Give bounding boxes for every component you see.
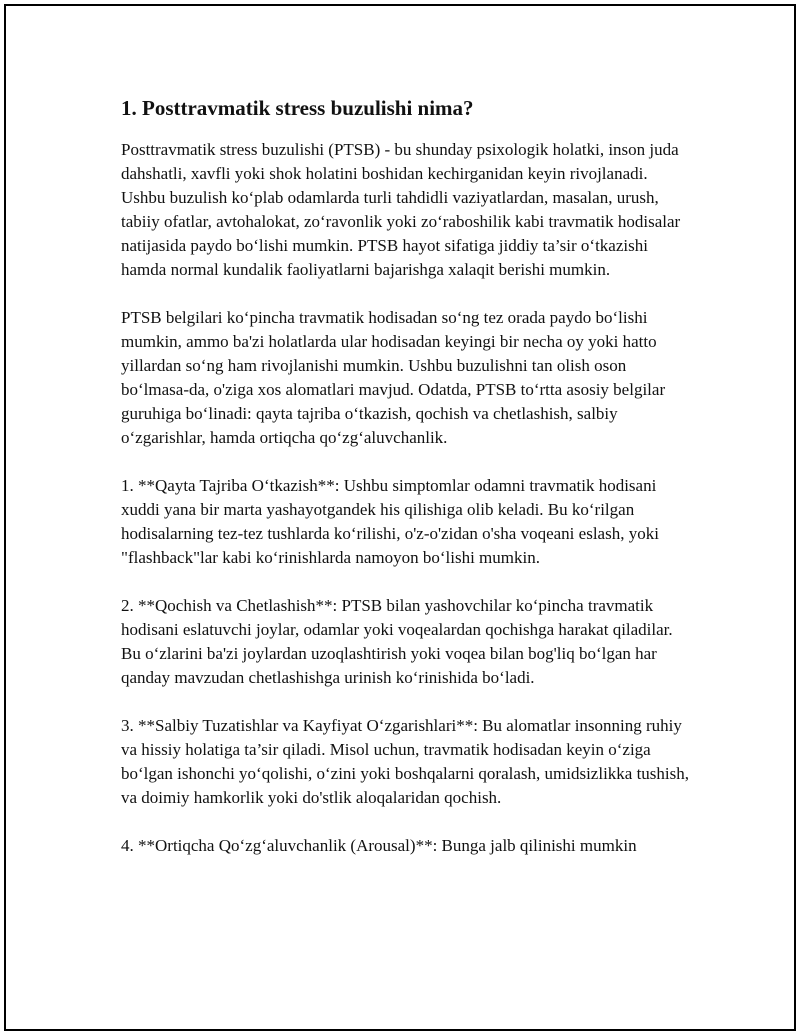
document-page — [4, 4, 796, 1031]
paragraph-intro: Posttravmatik stress buzulishi (PTSB) - bu shunday psixologik holatki, inson juda dahshatli, xavfli yoki shok holatini boshidan kechirganidan keyin rivojlanadi. Ushbu buzulish ko‘plab odamlarda turli tahdidli vaziyatlardan, masalan, urush, tabiiy ofatlar, avtohalokat, zo‘ravonlik yoki zo‘raboshilik kabi travmatik hodisalar natijasida paydo bo‘lishi mumkin. PTSB hayot sifatiga jiddiy ta’sir o‘tkazishi hamda normal kundalik faoliyatlarni bajarishga xalaqit berishi mumkin. — [121, 140, 681, 279]
section-heading: 1. Posttravmatik stress buzulishi nima? — [121, 96, 474, 120]
paragraph-item-1: 1. **Qayta Tajriba O‘tkazish**: Ushbu simptomlar odamni travmatik hodisani xuddi yana bir marta yashayotgandek his qilishiga olib keladi. Bu ko‘rilgan hodisalarning tez-tez tushlarda ko‘rilishi, o'z-o'zidan o'sha voqeani eslash, yoki "flashback"lar kabi ko‘rinishlarda namoyon bo‘lishi mumkin. — [121, 476, 659, 567]
paragraph-symptoms: PTSB belgilari ko‘pincha travmatik hodisadan so‘ng tez orada paydo bo‘lishi mumkin, ammo ba'zi holatlarda ular hodisadan keyingi bir necha oy yoki hatto yillardan so‘ng ham rivojlanishi mumkin. Ushbu buzulishni tan olish oson bo‘lmasa-da, o'ziga xos alomatlari mavjud. Odatda, PTSB to‘rtta asosiy belgilar guruhiga bo‘linadi: qayta tajriba o‘tkazish, qochish va chetlashish, salbiy o‘zgarishlar, hamda ortiqcha qo‘zg‘aluvchanlik. — [121, 308, 666, 447]
paragraph-item-2: 2. **Qochish va Chetlashish**: PTSB bilan yashovchilar ko‘pincha travmatik hodisani eslatuvchi joylar, odamlar yoki voqealardan qochishga harakat qiladilar. Bu o‘zlarini ba'zi joylardan uzoqlashtirish yoki voqea bilan bog'liq bo‘lgan har qanday mavzudan chetlashishga urinish ko‘rinishida bo‘ladi. — [121, 596, 673, 687]
paragraph-item-3: 3. **Salbiy Tuzatishlar va Kayfiyat O‘zgarishlari**: Bu alomatlar insonning ruhiy va hissiy holatiga ta’sir qiladi. Misol uchun, travmatik hodisadan keyin o‘ziga bo‘lgan ishonchi yo‘qolishi, o‘zini yoki boshqalarni qoralash, umidsizlikka tushish, va doimiy hamkorlik yoki do'stlik aloqalaridan qochish. — [121, 716, 690, 807]
paragraph-item-4: 4. **Ortiqcha Qo‘zg‘aluvchanlik (Arousal)**: Bunga jalb qilinishi mumkin — [121, 836, 637, 855]
document-body — [121, 94, 696, 882]
